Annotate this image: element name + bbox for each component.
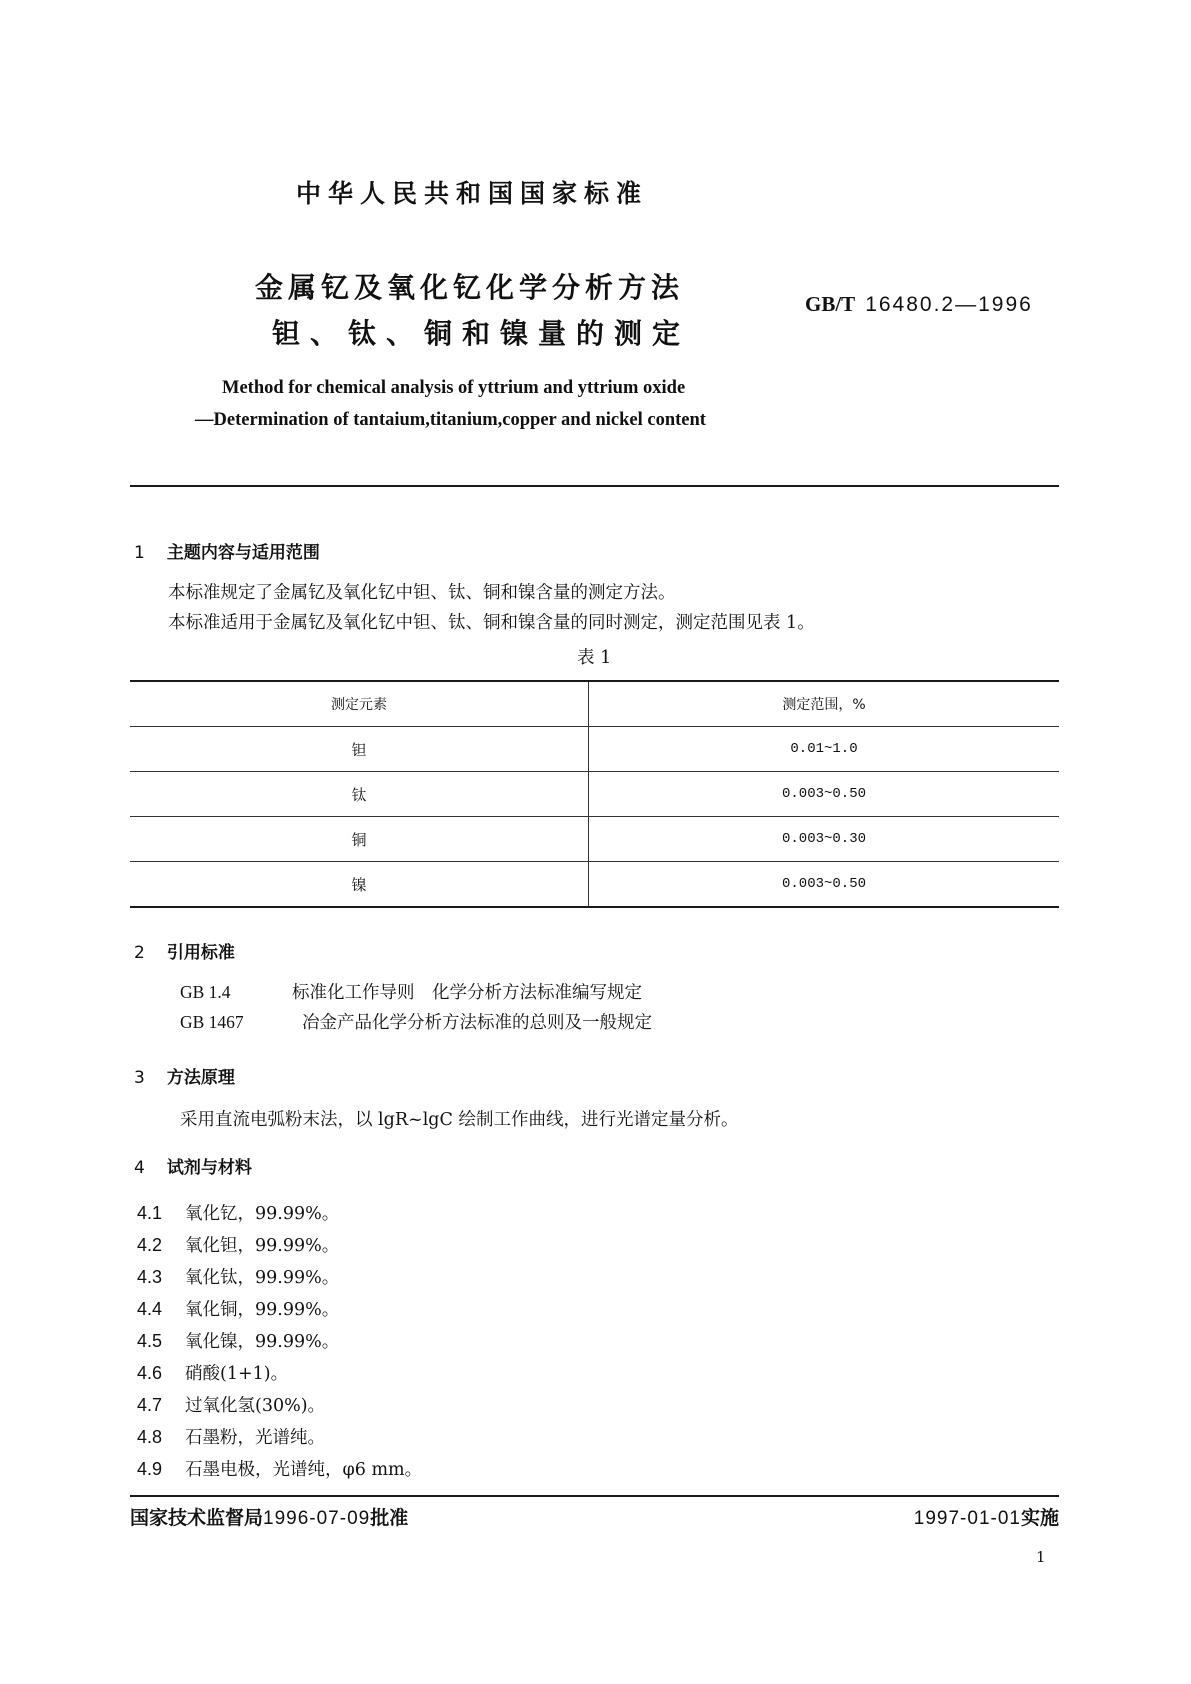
reagent-item xyxy=(137,1392,325,1417)
cell-range: 0.01~1.0 xyxy=(589,727,1060,772)
cell-range: 0.003~0.50 xyxy=(589,772,1060,817)
cell-element: 镍 xyxy=(130,862,589,908)
section-1-heading xyxy=(134,538,320,563)
section-number: 3 xyxy=(134,1068,145,1088)
document-title-line-2: 钽、钛、铜和镍量的测定 xyxy=(272,317,691,350)
item-number: 4.7 xyxy=(137,1395,163,1415)
section-4-heading xyxy=(134,1153,252,1178)
item-text: 过氧化氢(30%)。 xyxy=(185,1396,326,1416)
table-header-row xyxy=(130,681,1059,727)
reagent-item xyxy=(137,1360,288,1385)
item-text: 石墨电极，光谱纯，φ6 mm。 xyxy=(185,1460,423,1480)
reagent-item xyxy=(137,1424,325,1449)
reference-code: GB 1.4 xyxy=(180,982,231,1002)
approval-line xyxy=(130,1503,408,1530)
reagent-item xyxy=(137,1232,339,1257)
reagent-item xyxy=(137,1456,422,1481)
standard-code-number: 16480.2—1996 xyxy=(865,293,1033,316)
cell-range: 0.003~0.30 xyxy=(589,817,1060,862)
section-title: 试剂与材料 xyxy=(166,1158,252,1178)
section-2-heading xyxy=(134,938,235,963)
english-title-line-2: —Determination of tantaium,titanium,copper and nickel content xyxy=(195,410,706,430)
reagent-item xyxy=(137,1200,339,1225)
item-text: 氧化钛，99.99%。 xyxy=(185,1268,340,1288)
item-number: 4.3 xyxy=(137,1267,163,1287)
item-text: 氧化镍，99.99%。 xyxy=(185,1332,340,1352)
reference-text: 标准化工作导则 化学分析方法标准编写规定 xyxy=(292,983,642,1003)
section-number: 1 xyxy=(134,543,145,563)
section-1-paragraph-2: 本标准适用于金属钇及氧化钇中钽、钛、铜和镍含量的同时测定，测定范围见表 1。 xyxy=(168,613,815,633)
section-3-paragraph: 采用直流电弧粉末法，以 lgR~lgC 绘制工作曲线，进行光谱定量分析。 xyxy=(180,1110,739,1130)
item-text: 氧化钽，99.99%。 xyxy=(185,1236,340,1256)
item-number: 4.6 xyxy=(137,1363,163,1383)
table-row xyxy=(130,772,1059,817)
section-number: 4 xyxy=(134,1158,145,1178)
item-number: 4.5 xyxy=(137,1331,163,1351)
item-text: 氧化钇，99.99%。 xyxy=(185,1204,340,1224)
item-number: 4.2 xyxy=(137,1235,163,1255)
effective-date: 1997-01-01 xyxy=(913,1508,1021,1529)
table-row xyxy=(130,817,1059,862)
national-standard-heading: 中华人民共和国国家标准 xyxy=(296,179,649,208)
reference-text: 冶金产品化学分析方法标准的总则及一般规定 xyxy=(302,1013,652,1033)
item-text: 石墨粉，光谱纯。 xyxy=(185,1428,325,1448)
section-title: 引用标准 xyxy=(166,943,235,963)
standard-code-prefix: GB/T xyxy=(805,292,856,316)
measurement-range-table xyxy=(130,680,1059,908)
approval-label: 批准 xyxy=(370,1507,409,1529)
reagent-item xyxy=(137,1264,339,1289)
reagent-item xyxy=(137,1328,339,1353)
standard-code xyxy=(805,292,1033,317)
cell-element: 铜 xyxy=(130,817,589,862)
section-title: 方法原理 xyxy=(166,1068,235,1088)
column-header-element: 测定元素 xyxy=(130,681,589,727)
approval-date: 1996-07-09 xyxy=(263,1508,371,1529)
section-number: 2 xyxy=(134,943,145,963)
reference-code: GB 1467 xyxy=(180,1012,244,1032)
reference-item xyxy=(180,979,642,1004)
reagent-item xyxy=(137,1296,339,1321)
section-title: 主题内容与适用范围 xyxy=(166,543,320,563)
item-number: 4.9 xyxy=(137,1459,163,1479)
header-divider xyxy=(130,485,1059,487)
item-number: 4.1 xyxy=(137,1203,163,1223)
cell-range: 0.003~0.50 xyxy=(589,862,1060,908)
item-text: 硝酸(1+1)。 xyxy=(185,1364,289,1384)
item-number: 4.8 xyxy=(137,1427,163,1447)
item-text: 氧化铜，99.99%。 xyxy=(185,1300,340,1320)
section-1-paragraph-1: 本标准规定了金属钇及氧化钇中钽、钛、铜和镍含量的测定方法。 xyxy=(168,583,676,603)
effective-line xyxy=(914,1503,1059,1530)
approver: 国家技术监督局 xyxy=(130,1507,264,1529)
english-title-line-1: Method for chemical analysis of yttrium and yttrium oxide xyxy=(222,378,686,398)
page-number: 1 xyxy=(1036,1548,1046,1566)
document-title-line-1: 金属钇及氧化钇化学分析方法 xyxy=(255,271,685,304)
cell-element: 钛 xyxy=(130,772,589,817)
section-3-heading xyxy=(134,1063,235,1088)
cell-element: 钽 xyxy=(130,727,589,772)
effective-label: 实施 xyxy=(1020,1507,1059,1529)
reference-item xyxy=(180,1009,652,1034)
footer-divider xyxy=(130,1495,1059,1497)
table-row xyxy=(130,727,1059,772)
table-row xyxy=(130,862,1059,908)
item-number: 4.4 xyxy=(137,1299,163,1319)
column-header-range: 测定范围，% xyxy=(589,681,1060,727)
table-caption: 表 1 xyxy=(577,648,612,668)
